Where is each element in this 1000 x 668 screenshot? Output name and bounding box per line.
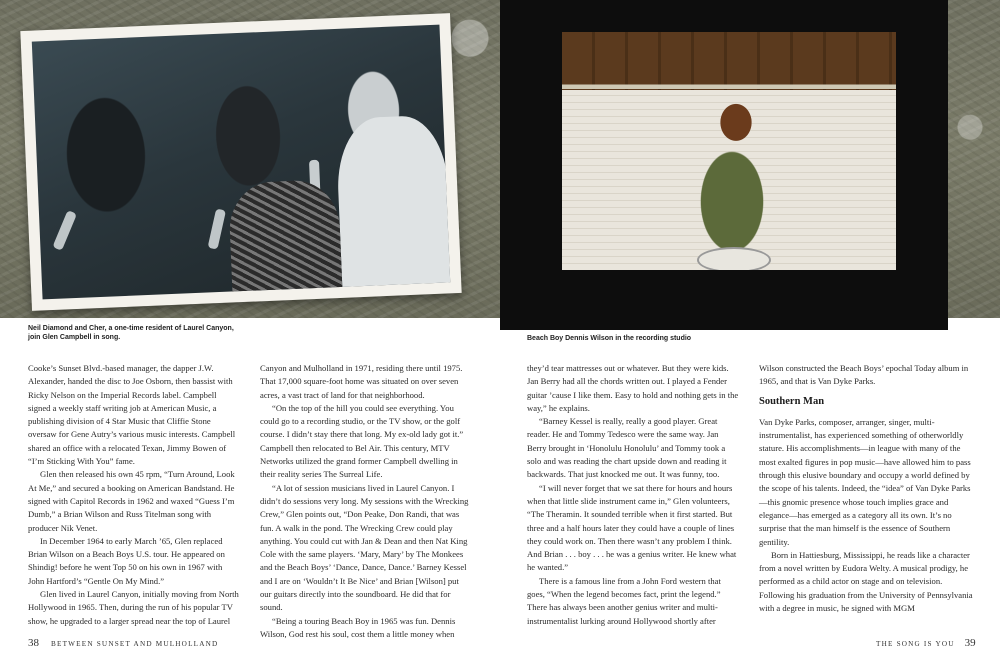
paragraph: Born in Hattiesburg, Mississippi, he reads like a character from a novel written by Eudora Welty. A musical prodigy, he performed as a child actor on stage and on television. Following his graduation from the University of Pennsylvania with a degree in music, he signed with MGM	[759, 549, 973, 614]
text-column-3	[527, 362, 739, 628]
photo-image-singers	[32, 25, 450, 300]
paragraph: Cooke’s Sunset Blvd.-based manager, the dapper J.W. Alexander, handed the disc to Joe Osborn, then bassist with Ricky Nelson on the Imperial Records label. Campbell signed a weekly staff writing job at American Music, a publishing division of 4 Star Music that Cliffie Stone oversaw for Gene Autry’s various music interests. Campbell shared an office with a relocated Texan, Jimmy Bowen of “I’m Sticking With You” fame.	[28, 363, 236, 467]
section-heading: Southern Man	[759, 395, 825, 407]
microphone-shape	[208, 208, 226, 249]
page-number-right: 39	[964, 637, 976, 649]
footer-left	[28, 637, 218, 649]
photo-dennis-wilson-studio	[500, 0, 948, 330]
drum-shape	[697, 247, 771, 270]
drummer-figure	[692, 90, 772, 270]
footer-right	[876, 637, 976, 649]
page-number-left: 38	[28, 637, 39, 649]
paragraph: “A lot of session musicians lived in Laurel Canyon. I didn’t do sessions very long. My sessions with the Wrecking Crew,” Glen points out, “Don Peake, Don Randi, that was fun. A walk in the pond. The Wrecking Crew could play anything. You could cut with Jan & Dean and then Nat King Cole with the same players. ‘Mary, Mary’ by The Monkees and the Beach Boys’ ‘Dance, Dance, Dance.’ Barney Kessel and I are on ‘Wouldn’t It Be Nice’ and Brian [Wilson] put our guitars directly into the soundboard. He did that for sound.	[260, 482, 469, 613]
photo-neil-diamond-cher-campbell	[20, 13, 461, 311]
paragraph: “Barney Kessel is really, really a good player. Great reader. He and Tommy Tedesco were the same way. Jan Berry brought in ‘Honolulu Honolulu’ and Tommy took a solo and was reading the chart upside down and reading it backwards. That just knocked me out. It was funny, too.	[527, 416, 727, 480]
sweater-shape	[228, 179, 343, 299]
running-head-left: BETWEEN SUNSET AND MULHOLLAND	[51, 640, 219, 648]
paragraph: “I will never forget that we sat there for hours and hours when that little slide instrument came in,” Glen volunteers, “The Theramin. It sounded terrible when it first started. But three and a half hours later they could have a couple of lines they could work on. Then there wasn’t any problem I think. And Brian . . . boy . . . he was a genius writer. He knew what he wanted.”	[527, 482, 737, 573]
paragraph: Canyon and Mulholland in 1971, residing there until 1975. That 17,000 square-foot home was situated on over seven acres, a vast tract of land for that neighborhood.	[260, 363, 463, 400]
paragraph: Van Dyke Parks, composer, arranger, singer, multi-instrumentalist, has experienced something of otherworldly stature. His accomplishments—in league with many of the most exalted figures in pop music—have allowed him to pass through this elusive boundary and occupy a world defined by the scope of his talents. Indeed, the “idea” of Van Dyke Parks—this gnomic presence whose touch implies grace and elegance—has emerged as a category all its own. It’s no surprise that the man himself is the essence of Southern gentility.	[759, 416, 971, 547]
microphone-shape	[52, 210, 77, 251]
paragraph: Glen then released his own 45 rpm, “Turn Around, Look At Me,” and secured a booking on American Bandstand. He signed with Capitol Records in 1962 and waxed “Guess I’m Dumb,” a Brian Wilson and Russ Titelman song with producer Nik Venet.	[28, 469, 235, 533]
text-column-2	[260, 362, 472, 641]
paragraph: There is a famous line from a John Ford western that goes, “When the legend becomes fact, print the legend.” There has always been another genius writer and multi-instrumentalist lurking around Hollywood shortly after	[527, 575, 721, 626]
text-column-1	[28, 362, 240, 628]
photo-image-studio	[562, 32, 896, 270]
caption-left: Neil Diamond and Cher, a one-time resident of Laurel Canyon, join Glen Campbell in song.	[28, 325, 234, 341]
paragraph: Wilson constructed the Beach Boys’ epochal Today album in 1965, and that is Van Dyke Parks.	[759, 363, 969, 387]
text-column-4	[759, 362, 973, 615]
paragraph: “On the top of the hill you could see everything. You could go to a recording studio, or the TV show, or the golf course. I didn’t stay there that long. My ex-old lady got it.” Campbell then relocated to Bel Air. This century, MTV Networks utilized the grand former Campbell dwelling in their reality series The Surreal Life.	[260, 402, 464, 480]
paragraph: they’d tear mattresses out or whatever. But they were kids. Jan Berry had all the chords written out. I played a Fender guitar ’cause I like them. Easy to hold and nothing gets in the way,” he explains.	[527, 363, 739, 413]
shirt-shape	[335, 114, 450, 298]
paragraph: Glen lived in Laurel Canyon, initially moving from North Hollywood in 1965. Then, during the run of his popular TV show, he upgraded to a larger spread near the top of Laurel	[28, 589, 239, 626]
paragraph: In December 1964 to early March ’65, Glen replaced Brian Wilson on a Beach Boys U.S. tour. He appeared on Shindig! before he went Top 50 on his own in 1967 with John Hartford’s “Gentle On My Mind.”	[28, 535, 225, 586]
caption-right: Beach Boy Dennis Wilson in the recording studio	[527, 335, 692, 342]
paragraph: “Being a touring Beach Boy in 1965 was fun. Dennis Wilson, God rest his soul, cost them a little money when	[260, 615, 456, 639]
running-head-right: THE SONG IS YOU	[876, 640, 955, 648]
